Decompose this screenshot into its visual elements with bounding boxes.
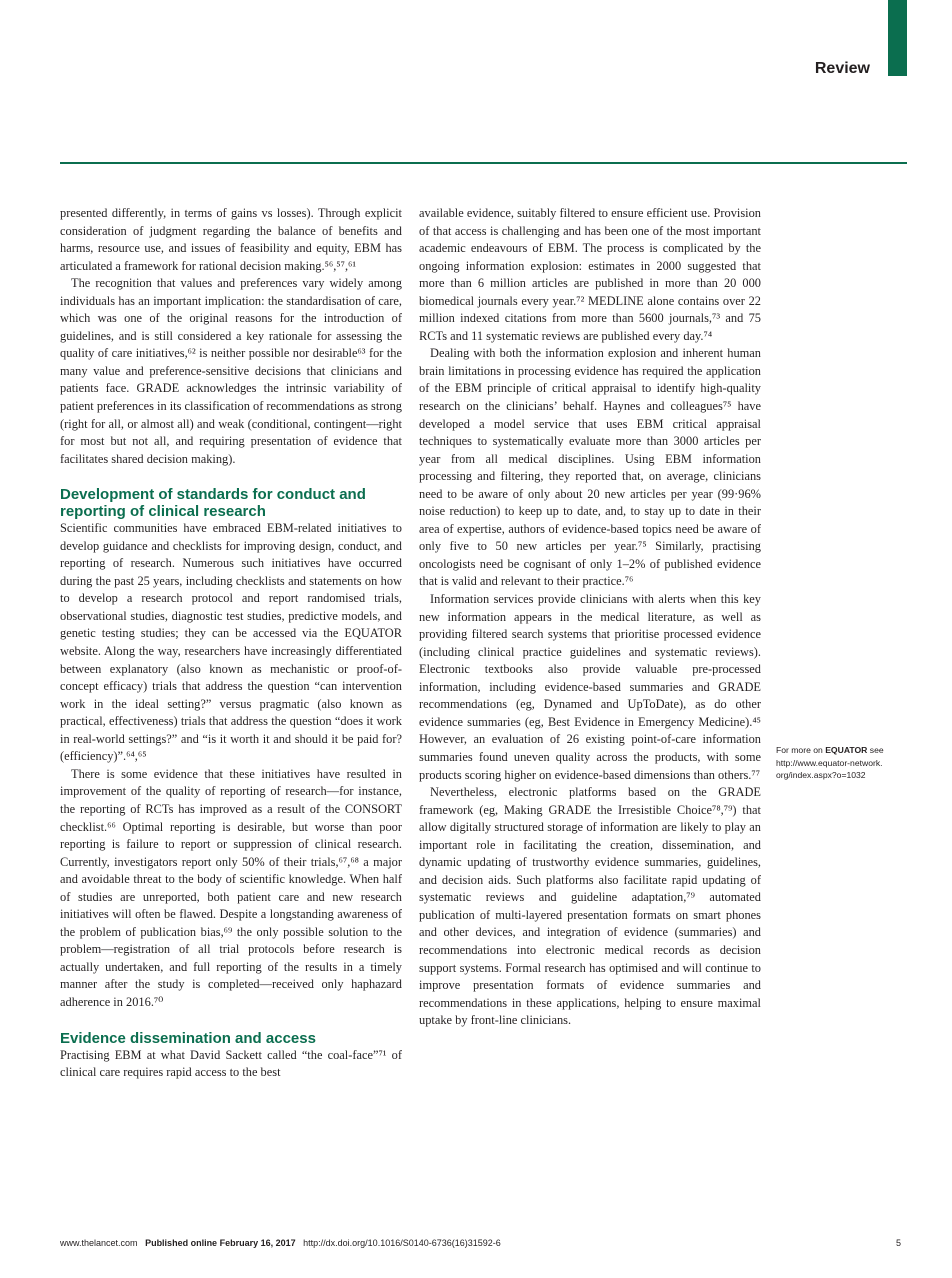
paragraph: available evidence, suitably filtered to ensure efficient use. Provision of that access is challenging and has been one of the most important academic endeavours of EBM. The process is complicated by the ongoing information explosion: estimates in 2000 suggested that more than 6 million articles are published in more than 20 000 biomedical journals every year.⁷² MEDLINE alone contains over 22 million indexed citations from more than 5600 journals,⁷³ and 75 RCTs and 11 systematic reviews are published every day.⁷⁴ [419,206,761,343]
page-number: 5 [896,1238,902,1248]
paragraph: presented differently, in terms of gains vs losses). Through explicit consideration of judgment regarding the balance of benefits and harms, resource use, and issues of feasibility and equity, EBM has articulated a framework for rational decision making.⁵⁶,⁵⁷,⁶¹ [60,206,402,273]
footer-published: Published online February 16, 2017 [145,1238,296,1248]
margin-note-keyword: EQUATOR [825,745,868,755]
paragraph: Dealing with both the information explosion and inherent human brain limitations in processing evidence has required the application of the EBM principle of critical appraisal to identify high-quality research on the clinicians’ behalf. Haynes and colleagues⁷⁵ have developed a model service that uses EBM critical appraisal techniques to systematically evaluate more than 3000 articles per year from all medical disciplines. Using EBM information processing and filtering, they reported that, on average, clinicians need to be aware of only about 20 new articles per year (99·96% noise reduction) to keep up to date, and, to stay up to date in their area of expertise, authors of evidence-based topics need be aware of only five to 50 new articles per year.⁷⁵ Similarly, practising oncologists need be cognisant of only 1–2% of published evidence that is valid and relevant to their practice.⁷⁶ [419,346,761,589]
margin-note-suffix: see [867,745,884,755]
page-footer [60,1238,501,1248]
section-tab-marker [888,0,907,76]
section-heading: Evidence dissemination and access [60,1029,316,1047]
footer-site-link[interactable]: www.thelancet.com [60,1238,138,1248]
paragraph: Scientific communities have embraced EBM-related initiatives to develop guidance and checklists for improving design, conduct, and reporting of research. Numerous such initiatives have occurred during the past 25 years, including checklists and statements on how to develop a research protocol and report randomised trials, observational studies, diagnostic test studies, predictive models, and genetic testing studies; they can be accessed via the EQUATOR website. Along the way, researchers have increasingly differentiated between explanatory (also known as mechanistic or proof-of-concept efficacy) trials that address the question “can intervention work in the ideal setting?” versus pragmatic (also known as practical, effectiveness) trials that address the question “does it work in real-world settings?” and “is it worth it and should it be paid for? (efficiency)”.⁶⁴,⁶⁵ [60,521,402,764]
section-label: Review [814,60,870,77]
margin-note-link[interactable]: http://www.equator-network. [776,757,883,768]
right-column [419,205,761,1030]
header-rule [60,162,907,164]
paragraph: Nevertheless, electronic platforms based on the GRADE framework (eg, Making GRADE the Irresistible Choice⁷⁸,⁷⁹) that allow digitally structured storage of information are likely to play an important role in facilitating the creation, dissemination, and dynamic updating of trustworthy evidence summaries, guidelines, and decision aids. Such platforms also facilitate rapid updating of systematic reviews and guideline adaptation,⁷⁹ automated publication of multi-layered presentation formats on smart phones and other devices, and integration of evidence (summaries) and recommendations into electronic medical records as decision support systems. Formal research has optimised and will continue to improve presentation formats of evidence summaries and recommendations in these applications, helping to ensure maximal uptake by front-line clinicians. [419,785,761,1028]
paragraph: Practising EBM at what David Sackett called “the coal-face”⁷¹ of clinical care requires rapid access to the best [60,1047,402,1080]
footer-doi-link[interactable]: http://dx.doi.org/10.1016/S0140-6736(16)31592-6 [303,1238,501,1248]
paragraph: The recognition that values and preferences vary widely among individuals has an important implication: the standardisation of care, which was one of the original reasons for the introduction of guidelines, and is still considered a key rationale for assessing the quality of care initiatives,⁶² is neither possible nor desirable⁶³ for the many value and preference-sensitive decisions that clinicians and patients face. GRADE acknowledges the intrinsic variability of patient preferences in its classification of recommendations as strong (right for all, or almost all) and weak (conditional, contingent—right for most but not all, and requiring presentation of evidence that facilitates shared decision making). [60,276,403,466]
margin-note-link-cont[interactable]: org/index.aspx?o=1032 [776,770,866,780]
margin-note [776,744,916,782]
paragraph: There is some evidence that these initiatives have resulted in improvement of the quality of reporting of research—for instance, the reporting of RCTs has improved as a result of the CONSORT checklist.⁶⁶ Optimal reporting is desirable, but worse than poor reporting is failure to report or suppression of clinical research. Currently, investigators report only 50% of their trials,⁶⁷,⁶⁸ a major and avoidable threat to the body of scientific knowledge. When half of studies are unreported, both patient care and new research initiatives will often be flawed. Despite a longstanding awareness of the problem of publication bias,⁶⁹ the only possible solution to the problem—registration of all trial protocols before research is actually undertaken, and full reporting of the results in a timely manner after the study is completed—received only haphazard adherence in 2016.⁷⁰ [60,766,402,1009]
left-column [60,205,402,1082]
margin-note-prefix: For more on [776,745,826,755]
section-heading: Development of standards for conduct and reporting of clinical research [60,486,366,521]
paragraph: Information services provide clinicians with alerts when this key new information appears in the medical literature, as well as providing filtered search systems that prioritise processed evidence (including clinical practice guidelines and systematic reviews). Electronic textbooks also provide valuable pre-processed information, including evidence-based summaries and GRADE recommendations (eg, Dynamed and UpToDate), as do other evidence summaries (eg, Best Evidence in Emergency Medicine).⁴⁵ However, an evaluation of 26 existing point-of-care information summaries found uneven quality across the products, with some products scoring higher on evidence-based dimensions than others.⁷⁷ [419,592,761,782]
